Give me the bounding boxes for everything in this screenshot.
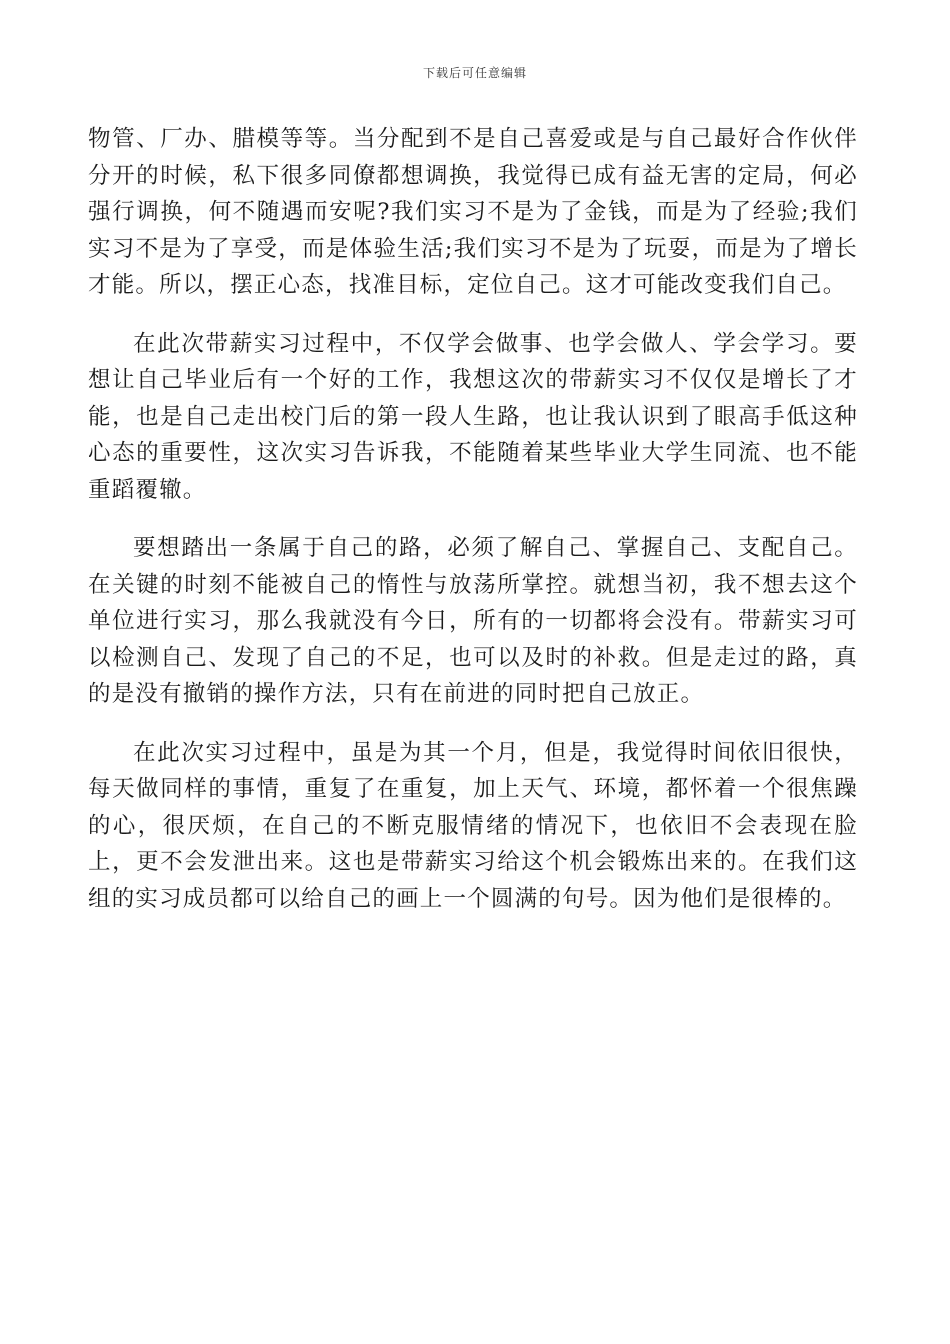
paragraph-4: 在此次实习过程中，虽是为其一个月，但是，我觉得时间依旧很快，每天做同样的事情，重复了在重复，加上天气、环境，都怀着一个很焦躁的心，很厌烦，在自己的不断克服情绪的情况下，也依旧不会表现在脸上，更不会发泄出来。这也是带薪实习给这个机会锻炼出来的。在我们这组的实习成员都可以给自己的画上一个圆满的句号。因为他们是很棒的。: [88, 739, 858, 912]
document-body: [88, 121, 858, 939]
paragraph-3: 要想踏出一条属于自己的路，必须了解自己、掌握自己、支配自己。在关键的时刻不能被自己的惰性与放荡所掌控。就想当初，我不想去这个单位进行实习，那么我就没有今日，所有的一切都将会没有。带薪实习可以检测自己、发现了自己的不足，也可以及时的补救。但是走过的路，真的是没有撤销的操作方法，只有在前进的同时把自己放正。: [88, 535, 858, 707]
page-header: 下载后可任意编辑: [422, 66, 527, 80]
paragraph-2: 在此次带薪实习过程中，不仅学会做事、也学会做人、学会学习。要想让自己毕业后有一个好的工作，我想这次的带薪实习不仅仅是增长了才能，也是自己走出校门后的第一段人生路，也让我认识到了眼高手低这种心态的重要性，这次实习告诉我，不能随着某些毕业大学生同流、也不能重蹈覆辙。: [88, 330, 858, 503]
paragraph-1: 物管、厂办、腊模等等。当分配到不是自己喜爱或是与自己最好合作伙伴分开的时候，私下很多同僚都想调换，我觉得已成有益无害的定局，何必强行调换，何不随遇而安呢?我们实习不是为了金钱，而是为了经验;我们实习不是为了享受，而是体验生活;我们实习不是为了玩耍，而是为了增长才能。所以，摆正心态，找准目标，定位自己。这才可能改变我们自己。: [88, 126, 858, 298]
